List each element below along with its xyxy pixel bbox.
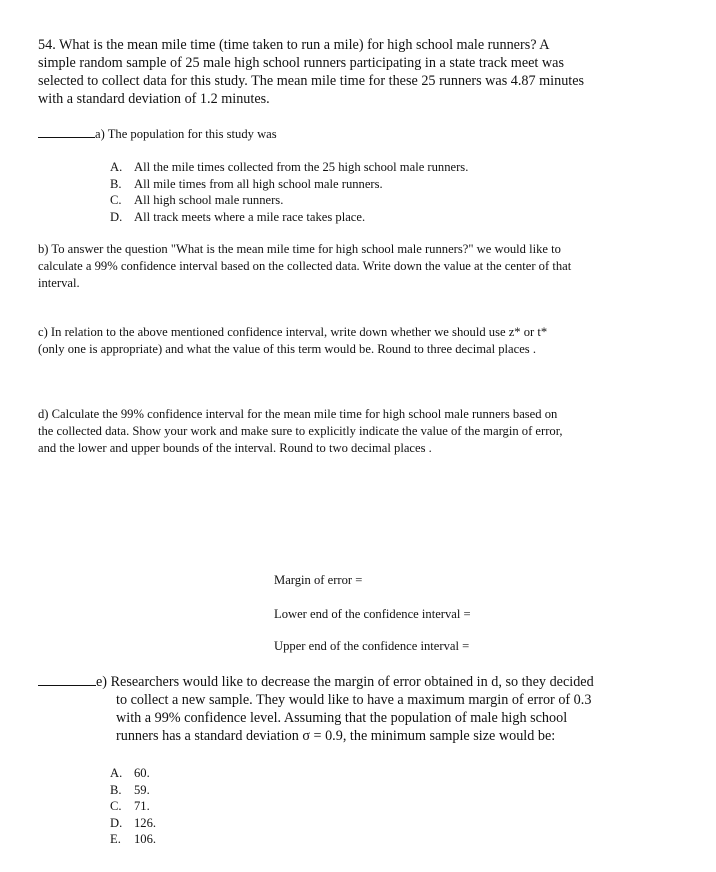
part-d-line: and the lower and upper bounds of the interval. Round to two decimal places . bbox=[38, 441, 432, 455]
option-letter: D. bbox=[110, 815, 123, 830]
option-text: 106. bbox=[134, 832, 157, 846]
option-e-C[interactable] bbox=[110, 798, 150, 815]
option-letter: C. bbox=[110, 193, 122, 207]
answer-blank-a[interactable] bbox=[38, 125, 95, 138]
option-text: 71. bbox=[134, 799, 150, 813]
option-letter: B. bbox=[110, 782, 122, 797]
option-a-A[interactable] bbox=[110, 159, 468, 176]
part-e-line: runners has a standard deviation σ = 0.9, the minimum sample size would be: bbox=[116, 728, 556, 744]
part-e-line: with a 99% confidence level. Assuming that the population of male high school bbox=[116, 710, 568, 726]
part-b-line: b) To answer the question "What is the mean mile time for high school male runners?" we would like to bbox=[38, 242, 561, 256]
option-text: 126. bbox=[134, 815, 157, 830]
part-b-line: interval. bbox=[38, 276, 80, 290]
option-letter: B. bbox=[110, 176, 122, 191]
option-letter: A. bbox=[110, 766, 123, 780]
option-text: All track meets where a mile race takes place. bbox=[134, 209, 366, 224]
option-a-B[interactable] bbox=[110, 176, 383, 193]
option-e-A[interactable] bbox=[110, 765, 150, 782]
option-text: 60. bbox=[134, 766, 150, 780]
question-line: with a standard deviation of 1.2 minutes. bbox=[38, 91, 270, 107]
option-e-B[interactable] bbox=[110, 782, 150, 799]
option-letter: D. bbox=[110, 209, 123, 224]
part-e-prompt bbox=[38, 673, 594, 691]
part-b-line: calculate a 99% confidence interval based on the collected data. Write down the value at the center of that bbox=[38, 259, 572, 273]
option-a-C[interactable] bbox=[110, 192, 283, 209]
part-d-line: the collected data. Show your work and make sure to explicitly indicate the value of the margin of error, bbox=[38, 424, 563, 438]
option-text: All the mile times collected from the 25 high school male runners. bbox=[134, 160, 469, 174]
option-a-D[interactable] bbox=[110, 209, 365, 226]
question-line: 54. What is the mean mile time (time taken to run a mile) for high school male runners? A bbox=[38, 37, 550, 53]
part-e-line: e) Researchers would like to decrease the margin of error obtained in d, so they decided bbox=[96, 674, 594, 690]
option-text: All high school male runners. bbox=[134, 193, 284, 207]
part-a-prompt bbox=[38, 125, 277, 143]
part-d-line: d) Calculate the 99% confidence interval for the mean mile time for high school male runners based on bbox=[38, 407, 558, 421]
option-text: All mile times from all high school male runners. bbox=[134, 176, 383, 191]
part-e-line: to collect a new sample. They would like to have a maximum margin of error of 0.3 bbox=[116, 692, 592, 708]
option-letter: C. bbox=[110, 799, 122, 813]
option-text: 59. bbox=[134, 782, 150, 797]
lower-bound-label: Lower end of the confidence interval = bbox=[274, 607, 471, 621]
question-line: simple random sample of 25 male high school runners participating in a state track meet was bbox=[38, 55, 564, 71]
part-c-line: (only one is appropriate) and what the value of this term would be. Round to three decimal places . bbox=[38, 342, 537, 356]
option-letter: E. bbox=[110, 832, 121, 846]
question-line: selected to collect data for this study. The mean mile time for these 25 runners was 4.87 minutes bbox=[38, 73, 585, 89]
upper-bound-label: Upper end of the confidence interval = bbox=[274, 639, 470, 653]
part-a-label: a) The population for this study was bbox=[95, 127, 277, 141]
option-e-D[interactable] bbox=[110, 815, 156, 832]
option-e-E[interactable] bbox=[110, 831, 156, 848]
answer-blank-e[interactable] bbox=[38, 673, 96, 686]
option-letter: A. bbox=[110, 160, 123, 174]
part-c-line: c) In relation to the above mentioned confidence interval, write down whether we should use z* or t* bbox=[38, 325, 548, 339]
margin-of-error-label: Margin of error = bbox=[274, 573, 363, 587]
